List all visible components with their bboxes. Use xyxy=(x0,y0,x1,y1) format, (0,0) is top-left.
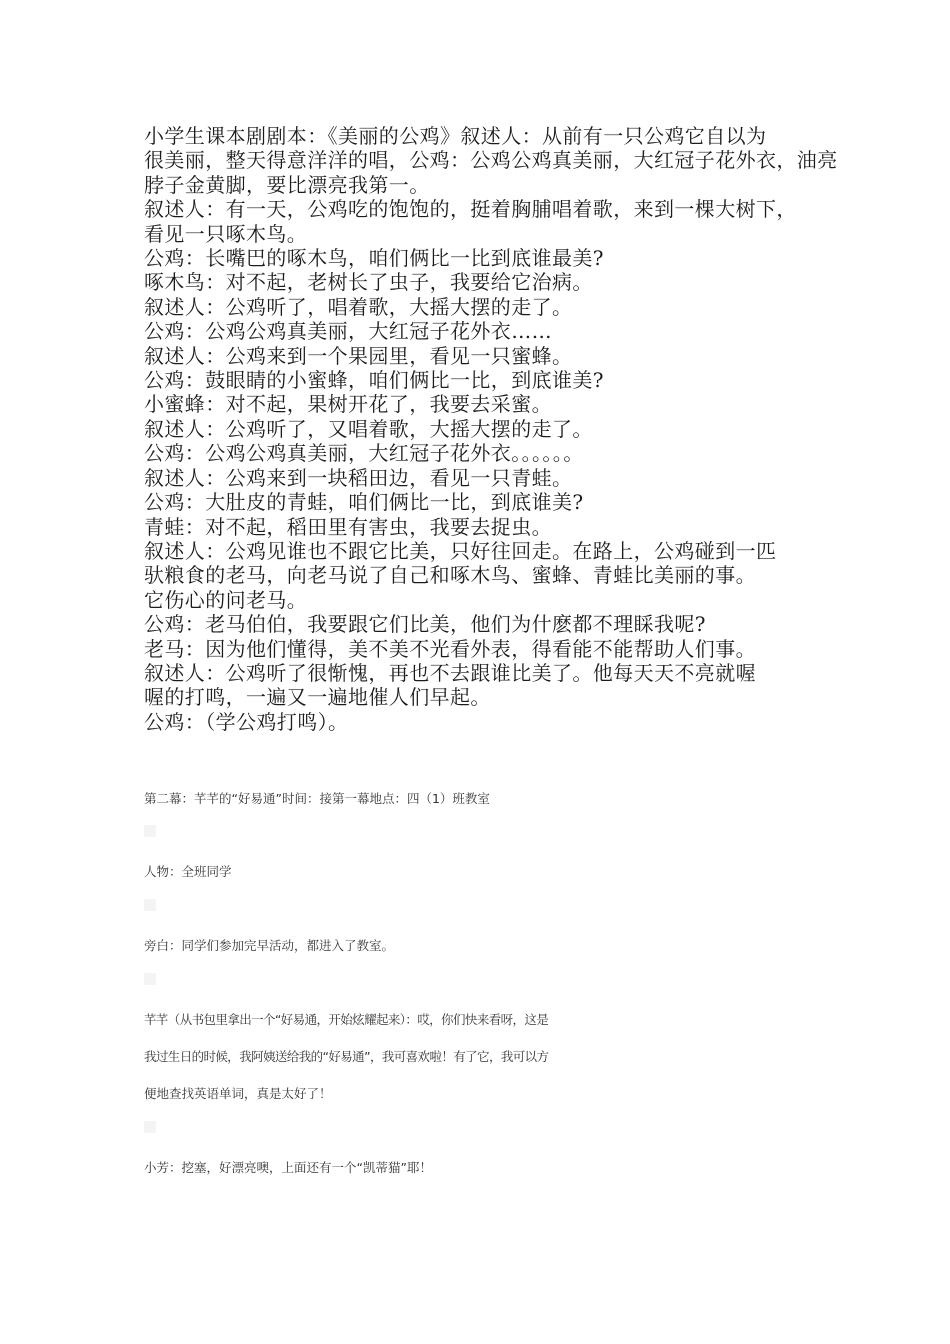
script-line: 叙述人：公鸡听了，唱着歌，大摇大摆的走了。 xyxy=(144,294,573,319)
xiaofang-line: 小芳：挖塞，好漂亮噢，上面还有一个“凯蒂猫”耶！ xyxy=(144,1160,432,1175)
script-line: 啄木鸟：对不起，老树长了虫子，我要给它治病。 xyxy=(144,270,593,295)
script-line: 叙述人：公鸡听了，又唱着歌，大摇大摆的走了。 xyxy=(144,416,593,441)
script-line: 公鸡：鼓眼睛的小蜜蜂，咱们俩比一比，到底谁美? xyxy=(144,368,604,393)
script-line: 公鸡：（学公鸡打鸣）。 xyxy=(144,709,349,734)
paragraph-mark xyxy=(144,973,156,985)
script-line: 公鸡：公鸡公鸡真美丽，大红冠子花外衣。。。。。。 xyxy=(144,441,584,466)
script-line: 小学生课本剧剧本：《美丽的公鸡》叙述人：从前有一只公鸡它自以为 xyxy=(144,124,767,148)
script-line: 喔的打鸣，一遍又一遍地催人们早起。 xyxy=(144,685,491,710)
script-line: 它伤心的问老马。 xyxy=(144,587,308,612)
script-line: 公鸡：大肚皮的青蛙，咱们俩比一比，到底谁美? xyxy=(144,490,584,515)
script-line: 驮粮食的老马，向老马说了自己和啄木鸟、蜜蜂、青蛙比美丽的事。 xyxy=(144,563,756,588)
characters-line: 人物：全班同学 xyxy=(144,864,232,879)
script-line: 老马：因为他们懂得，美不美不光看外表，得看能不能帮助人们事。 xyxy=(144,636,756,661)
paragraph-mark xyxy=(144,825,156,837)
qianqian-line: 便地查找英语单词，真是太好了！ xyxy=(144,1086,332,1101)
script-line: 公鸡：老马伯伯，我要跟它们比美，他们为什麽都不理睬我呢? xyxy=(144,612,706,637)
qianqian-line: 我过生日的时候，我阿姨送给我的“好易通”，我可喜欢啦！有了它，我可以方 xyxy=(144,1049,549,1064)
paragraph-mark xyxy=(144,899,156,911)
script-line: 叙述人：公鸡来到一块稻田边，看见一只青蛙。 xyxy=(144,465,573,490)
script-text-block xyxy=(144,124,838,734)
script-line: 叙述人：有一天，公鸡吃的饱饱的，挺着胸脯唱着歌，来到一棵大树下， xyxy=(144,197,797,222)
paragraph-mark xyxy=(144,1121,156,1133)
script-line: 叙述人：公鸡听了很惭愧，再也不去跟谁比美了。他每天天不亮就喔 xyxy=(144,660,756,685)
script-line: 公鸡：公鸡公鸡真美丽，大红冠子花外衣…… xyxy=(144,319,552,344)
script-line: 叙述人：公鸡来到一个果园里，看见一只蜜蜂。 xyxy=(144,343,573,368)
qianqian-line: 芊芊（从书包里拿出一个“好易通，开始炫耀起来）：哎，你们快来看呀，这是 xyxy=(144,1012,549,1027)
script-line: 青蛙：对不起，稻田里有害虫，我要去捉虫。 xyxy=(144,514,552,539)
script-line: 叙述人：公鸡见谁也不跟它比美，只好往回走。在路上，公鸡碰到一匹 xyxy=(144,538,777,563)
narration-line: 旁白：同学们参加完早活动，都进入了教室。 xyxy=(144,938,395,953)
script-line: 脖子金黄脚，要比漂亮我第一。 xyxy=(144,172,430,197)
script-line: 看见一只啄木鸟。 xyxy=(144,221,308,246)
script-line: 公鸡：长嘴巴的啄木鸟，咱们俩比一比到底谁最美? xyxy=(144,246,604,271)
script-line: 小蜜蜂：对不起，果树开花了，我要去采蜜。 xyxy=(144,392,552,417)
script-line: 很美丽，整天得意洋洋的唱，公鸡：公鸡公鸡真美丽，大红冠子花外衣，油亮 xyxy=(144,148,838,173)
act-two-heading: 第二幕：芊芊的“好易通”时间：接第一幕地点：四（1）班教室 xyxy=(144,791,490,806)
